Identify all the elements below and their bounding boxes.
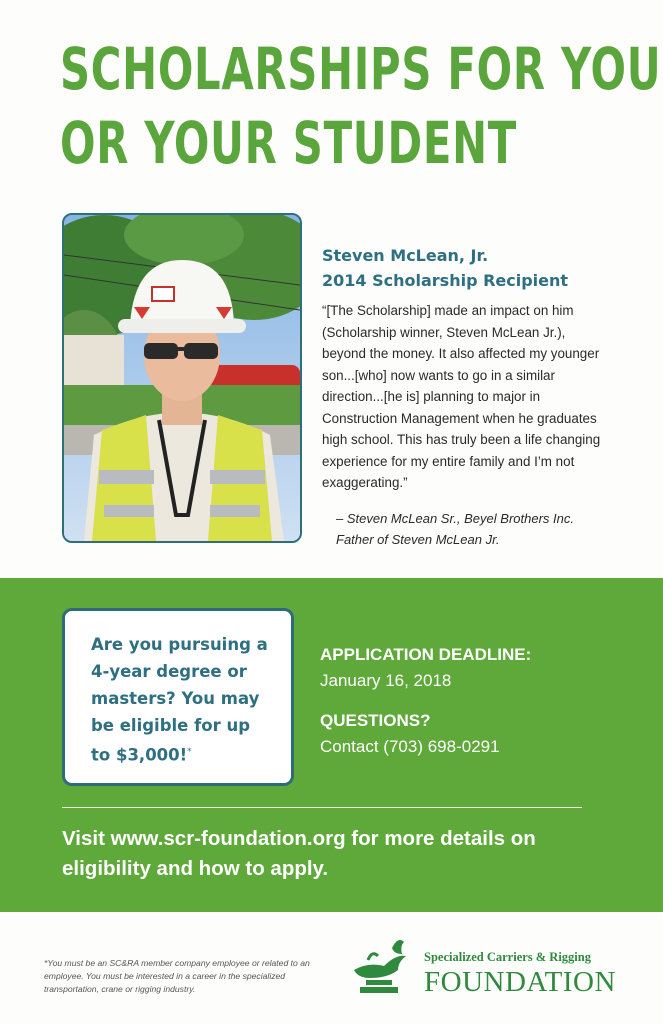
recipient-name: Steven McLean, Jr. (322, 246, 489, 265)
divider (62, 807, 582, 808)
visit-website-text: Visit www.scr-foundation.org for more details on eligibility and how to apply. (62, 827, 536, 880)
contact-phone: Contact (703) 698-0291 (320, 737, 500, 756)
headline (60, 32, 662, 180)
deadline-value: January 16, 2018 (320, 671, 452, 690)
headline-line-1: SCHOLARSHIPS FOR YOU (60, 35, 662, 103)
eligibility-asterisk: * (187, 747, 192, 757)
headline-line-2: OR YOUR STUDENT (60, 109, 517, 177)
attribution-line-2: Father of Steven McLean Jr. (336, 532, 500, 547)
eligibility-text-body: Are you pursuing a 4-year degree or masters? You may be eligible for up to $3,000! (91, 635, 268, 765)
testimonial-quote: “[The Scholarship] made an impact on him (Scholarship winner, Steven McLean Jr.), beyond the money. It also affected my younger son...[who] now wants to go in a similar direction...[he is] planning to major in Construction Management when he graduates high school. This has truly been a life changing experience for my entire family and I’m not exaggerating.” (322, 303, 601, 490)
eligibility-text (91, 631, 275, 769)
recipient-photo-illustration (64, 215, 300, 541)
eligibility-callout (62, 608, 294, 786)
recipient-title: 2014 Scholarship Recipient (322, 271, 569, 290)
deadline-label: APPLICATION DEADLINE: (320, 645, 532, 664)
org-name-big: FOUNDATION (424, 966, 616, 998)
attribution-line-1: – Steven McLean Sr., Beyel Brothers Inc. (336, 511, 574, 526)
eligibility-footnote: *You must be an SC&RA member company employee or related to an employee. You must be interested in a career in the specialized transportation, crane or rigging industry. (44, 958, 310, 994)
org-name-small: Specialized Carriers & Rigging (424, 950, 591, 964)
questions-label: QUESTIONS? (320, 711, 431, 730)
quote-attribution (336, 508, 626, 550)
recipient-photo (62, 213, 302, 543)
lamp-of-knowledge-icon (348, 932, 412, 996)
